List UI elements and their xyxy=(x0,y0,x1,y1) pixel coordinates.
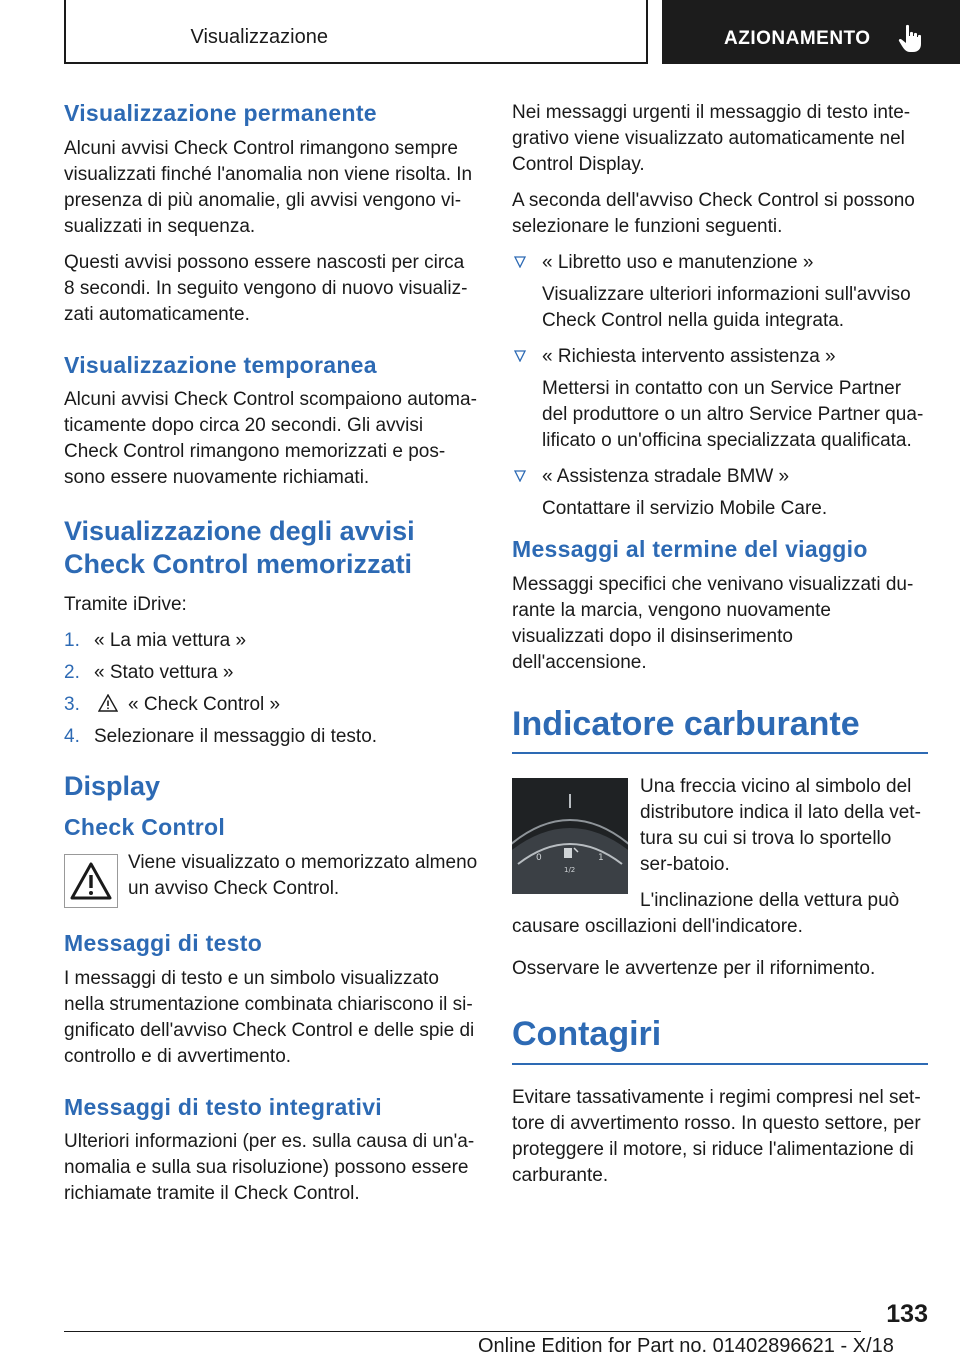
paragraph: Nei messaggi urgenti il messaggio di testo inte-grativo viene visualizzato automaticamente nel Control Display. xyxy=(512,102,911,175)
heading-permanent-display: Visualizzazione permanente xyxy=(64,100,377,126)
paragraph: L'inclinazione della vettura può causare oscillazioni dell'indicatore. xyxy=(512,890,900,938)
edition-footer xyxy=(478,1335,894,1358)
chapter-label: AZIONAMENTO xyxy=(724,28,871,49)
triangle-bullet-icon xyxy=(514,256,526,268)
warning-symbol-frame xyxy=(64,854,118,908)
step-number: 4. xyxy=(64,725,80,747)
paragraph: Questi avvisi possono essere nascosti per circa 8 secondi. In seguito vengono di nuovo visualiz-zati automaticamente. xyxy=(64,251,468,325)
heading-display: Display xyxy=(64,770,161,801)
paragraph: Evitare tassativamente i regimi compresi nel set-tore di avvertimento rosso. In questo settore, per proteggere il motore, si riduce l'alimentazione di carburante. xyxy=(512,1087,921,1187)
list-item xyxy=(64,660,478,686)
paragraph: Viene visualizzato o memorizzato almeno un avviso Check Control. xyxy=(128,851,478,899)
paragraph: A seconda dell'avviso Check Control si possono selezionare le funzioni seguenti. xyxy=(512,190,915,237)
list-item xyxy=(512,250,928,334)
triangle-bullet-icon xyxy=(514,350,526,362)
option-description: Mettersi in contatto con un Service Partner del produttore o un altro Service Partner qua-lificato o un'officina specializzata qualificata. xyxy=(542,378,924,451)
gauge-empty-label: 0 xyxy=(536,853,542,864)
section-title: Visualizzazione xyxy=(190,26,328,48)
option-label: « Assistenza stradale BMW » xyxy=(542,466,790,487)
paragraph: Una freccia vicino al simbolo del distributore indica il lato della vet-tura su cui si trova lo sportello ser-batoio. xyxy=(640,776,921,876)
step-number: 2. xyxy=(64,661,80,683)
heading-text-messages: Messaggi di testo xyxy=(64,929,263,956)
heading-check-control: Check Control xyxy=(64,814,226,841)
fuel-gauge-image xyxy=(512,778,628,894)
left-column xyxy=(64,100,478,1217)
gauge-half-label: 1/2 xyxy=(564,866,576,875)
paragraph: Messaggi specifici che venivano visualizzati du-rante la marcia, vengono nuovamente visualizzati dopo il disinserimento dell'accensione. xyxy=(512,573,914,673)
option-label: « Libretto uso e manutenzione » xyxy=(542,252,814,273)
paragraph: I messaggi di testo e un simbolo visualizzato nella strumentazione combinata chiariscono il si-gnificato dell'avviso Check Control e delle spie di controllo e di avvertimento. xyxy=(64,967,475,1067)
heading-stored-messages: Visualizzazione degli avvisi Check Control memorizzati xyxy=(64,516,415,579)
heading-supplementary-messages: Messaggi di testo integrativi xyxy=(64,1093,382,1120)
edition-text: Online Edition for Part no. 01402896621 - X/18 xyxy=(478,1335,894,1357)
list-item xyxy=(512,464,928,522)
paragraph: Ulteriori informazioni (per es. sulla causa di un'a-nomalia e sulla sua risoluzione) possono essere richiamate tramite il Check Control. xyxy=(64,1131,475,1205)
step-text: « Stato vettura » xyxy=(94,661,234,683)
idrive-steps-list xyxy=(64,628,478,750)
option-description: Contattare il servizio Mobile Care. xyxy=(542,498,828,519)
heading-tachometer: Contagiri xyxy=(512,1014,928,1065)
heading-temporary-display: Visualizzazione temporanea xyxy=(64,351,377,378)
paragraph: Tramite iDrive: xyxy=(64,593,187,615)
footer-divider xyxy=(64,1331,861,1332)
heading-fuel-gauge: Indicatore carburante xyxy=(512,704,928,755)
gauge-full-label: 1 xyxy=(598,853,604,864)
list-item xyxy=(64,692,478,718)
paragraph: Alcuni avvisi Check Control scompaiono automa-ticamente dopo circa 20 secondi. Gli avvisi Check Control rimangono memorizzati e pos-sono essere nuovamente richiamati. xyxy=(64,389,477,489)
pointing-hand-icon xyxy=(898,24,924,54)
paragraph: Osservare le avvertenze per il rifornimento. xyxy=(512,958,876,980)
step-text: « La mia vettura » xyxy=(94,629,247,651)
heading-end-of-trip-messages: Messaggi al termine del viaggio xyxy=(512,536,868,562)
step-text: « Check Control » xyxy=(128,693,281,715)
list-item xyxy=(512,344,928,454)
header-frame xyxy=(64,0,648,64)
list-item xyxy=(64,724,478,750)
step-text: Selezionare il messaggio di testo. xyxy=(94,725,378,747)
right-column xyxy=(512,100,928,1199)
paragraph: Alcuni avvisi Check Control rimangono sempre visualizzati finché l'anomalia non viene risolta. In presenza di più anomalie, gli avvisi vengono vi-sualizzati in sequenza. xyxy=(64,137,473,237)
check-control-options-list xyxy=(512,250,928,522)
check-control-row xyxy=(64,850,478,908)
option-label: « Richiesta intervento assistenza » xyxy=(542,346,836,367)
triangle-bullet-icon xyxy=(514,470,526,482)
step-number: 3. xyxy=(64,693,80,715)
page-number: 133 xyxy=(886,1300,928,1328)
list-item xyxy=(64,628,478,654)
fuel-gauge-section xyxy=(512,774,928,950)
warning-triangle-icon xyxy=(69,861,113,901)
chapter-tab[interactable] xyxy=(662,0,960,64)
option-description: Visualizzare ulteriori informazioni sull'avviso Check Control nella guida integrata. xyxy=(542,284,911,331)
warning-triangle-icon xyxy=(98,694,118,712)
step-number: 1. xyxy=(64,629,80,651)
